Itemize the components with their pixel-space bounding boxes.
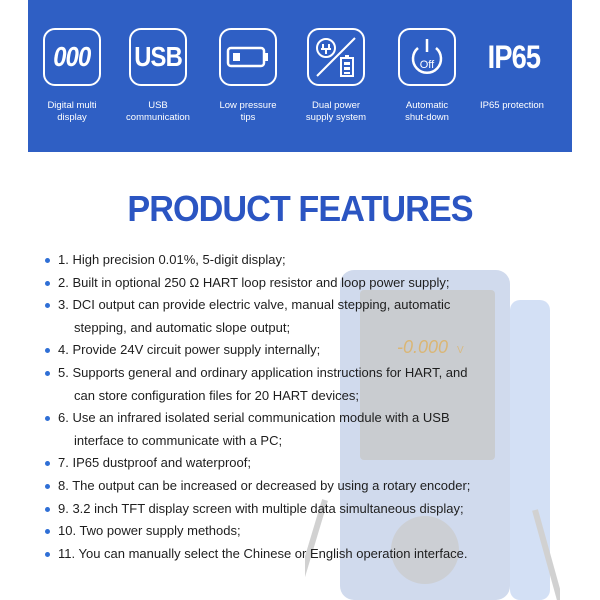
caption-line: USB	[148, 100, 168, 111]
caption-line: supply system	[305, 112, 367, 123]
bullet-icon	[45, 348, 50, 353]
list-item-text: 1. High precision 0.01%, 5-digit display;	[58, 252, 286, 267]
list-item	[44, 362, 584, 407]
list-item-text: 11. You can manually select the Chinese or English operation interface.	[58, 545, 468, 561]
list-item	[44, 294, 584, 339]
caption-line: display	[57, 112, 87, 123]
feature-caption	[122, 100, 194, 124]
feature-digital-display	[36, 28, 108, 124]
device-display-unit: V	[457, 345, 464, 356]
list-item-text: 7. IP65 dustproof and waterproof;	[58, 455, 251, 471]
bullet-icon	[45, 552, 50, 557]
bullet-icon	[45, 529, 50, 534]
feature-low-pressure	[212, 28, 284, 124]
caption-line: tips	[240, 112, 256, 123]
feature-ip65	[476, 28, 548, 112]
page-title: PRODUCT FEATURES	[127, 188, 473, 229]
power-off-icon-text: Off	[419, 59, 435, 71]
feature-caption	[212, 100, 284, 124]
list-item	[44, 249, 584, 272]
feature-caption	[476, 100, 548, 112]
list-item	[44, 407, 584, 452]
usb-icon-text: USB	[134, 41, 182, 72]
bullet-icon	[45, 484, 50, 489]
list-item-text: 10. Two power supply methods;	[58, 523, 241, 539]
caption-line: Digital multi	[47, 100, 97, 111]
bullet-icon	[45, 281, 50, 286]
list-item	[44, 475, 584, 498]
dual-power-icon	[307, 28, 365, 86]
digital-display-icon-text: 000	[53, 41, 91, 72]
list-item-text: 2. Built in optional 250 Ω HART loop resistor and loop power supply;	[58, 274, 450, 290]
caption-line: Low pressure	[219, 100, 277, 111]
battery-icon	[219, 28, 277, 86]
list-item-text: 5. Supports general and ordinary application instructions for HART, and	[58, 364, 468, 380]
power-off-icon	[398, 28, 456, 86]
list-item-text: 9. 3.2 inch TFT display screen with multiple data simultaneous display;	[58, 500, 464, 516]
list-item	[44, 498, 584, 521]
list-item	[44, 339, 584, 362]
usb-icon	[129, 28, 187, 86]
list-item-text: 8. The output can be increased or decreased by using a rotary encoder;	[58, 477, 471, 493]
list-item	[44, 543, 584, 566]
list-item-text: 4. Provide 24V circuit power supply internally;	[58, 342, 321, 358]
list-item	[44, 272, 584, 295]
feature-caption	[300, 100, 372, 124]
list-item-text: 6. Use an infrared isolated serial communication module with a USB	[58, 410, 450, 426]
bullet-icon	[45, 371, 50, 376]
bullet-icon	[45, 507, 50, 512]
feature-banner	[28, 0, 572, 152]
caption-line: Dual power	[311, 100, 361, 111]
list-item	[44, 520, 584, 543]
device-display-value: -0.000	[397, 337, 449, 357]
bullet-icon	[45, 303, 50, 308]
feature-caption	[36, 100, 108, 124]
digital-display-icon	[43, 28, 101, 86]
caption-line: shut-down	[405, 112, 449, 123]
feature-caption	[391, 100, 463, 124]
bullet-icon	[45, 258, 50, 263]
feature-usb	[122, 28, 194, 124]
features-list	[44, 249, 584, 565]
feature-dual-power	[300, 28, 372, 124]
caption-line: communication	[126, 112, 190, 123]
list-item-text: 3. DCI output can provide electric valve, manual stepping, automatic	[58, 297, 451, 313]
bullet-icon	[45, 416, 50, 421]
feature-auto-shutdown	[391, 28, 463, 124]
ip65-icon	[483, 28, 541, 86]
caption-line: IP65 protection	[480, 100, 544, 111]
list-item	[44, 452, 584, 475]
ip65-icon-text: IP65	[487, 39, 541, 75]
bullet-icon	[45, 461, 50, 466]
list-item-text-continued: can store configuration files for 20 HART devices;	[74, 387, 359, 403]
list-item-text-continued: interface to communicate with a PC;	[74, 432, 283, 448]
list-item-text-continued: stepping, and automatic slope output;	[74, 319, 291, 335]
caption-line: Automatic	[405, 100, 449, 111]
